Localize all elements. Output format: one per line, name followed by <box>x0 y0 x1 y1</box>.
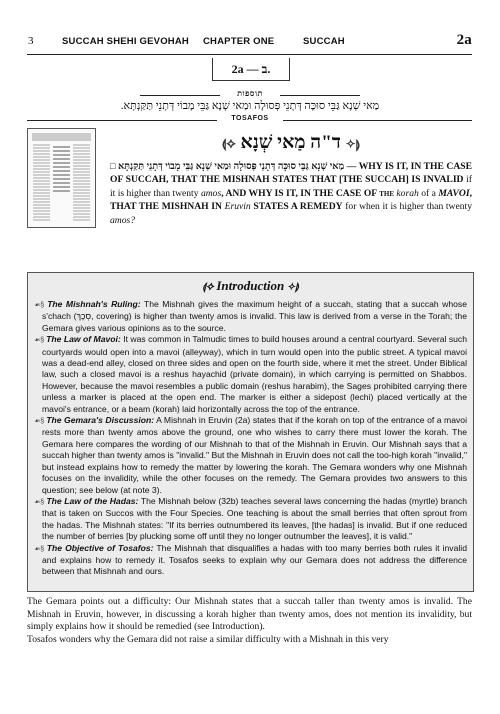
bullet-icon: ☙§ <box>34 418 47 426</box>
para-segment-2: if it is higher than twenty <box>110 174 472 199</box>
intro-section-text: A Mishnah in Eruvin (2a) states that if the korah on top of the entrance of a mavoi rests more than twenty amos above the ground, one who wishes to carry there must lower the korah. The Gemara here compares the wording of our Mishnah to that of the Mishnah in Eruvin. Our Mishnah says that a succah higher than twenty amos is "invalid." But the Mishnah in Eruvin does not call the too-high korah "invalid," but instead explains how to remedy the matter by lowering the korah. The Gemara wonders why one Mishnah focuses on the invalidity, while the other focuses on the remedy. The Gemara provides two answers to this question; see below (at note 3). <box>42 415 467 495</box>
introduction-heading <box>28 278 473 294</box>
daf-page-thumbnail <box>27 128 96 228</box>
daf-marker: 2a — ב. <box>212 58 290 81</box>
commentary-paragraph-1: The Gemara points out a difficulty: Our Mishnah states that a succah taller than twenty amos is invalid. The Mishnah in Eruvin, however, in discussing a korah higher than twenty amos, does not mention its invalidity, but simply explains how it should be remedied (see Introduction). <box>27 596 472 633</box>
introduction-body <box>34 299 467 578</box>
tosafos-label: TOSAFOS <box>231 115 269 122</box>
folio-label: 2a <box>456 32 472 48</box>
para-segment-5: , THAT THE MISHNAH IN <box>110 187 472 213</box>
intro-section-heading: The Objective of Tosafos: <box>46 542 154 553</box>
header-rule <box>27 54 472 55</box>
running-header <box>28 34 472 50</box>
intro-section-text: It was common in Talmudic times to build houses around a central courtyard. Several such courtyards would open into a mavoi (alleyway), which in turn would open into the public street. A typical mavoi was a dead-end alley, closed on three sides and open on the fourth side, where it met the street. Under Biblical law, such a closed mavoi is a reshus hayachid (private domain), in which carrying is permitted on Shabbos. However, because the mavoi resembles a public domain (reshus harabim), the Sages prohibited carrying there unless a marker is placed at the open end. The marker is either a sidepost (lechi) placed vertically at the mavoi's entrance, or a beam (korah) laid horizontally across the top of the entrance. <box>42 334 467 414</box>
para-segment-7: for when it is higher than twenty <box>342 201 473 213</box>
page-thumbnail-image <box>28 129 95 227</box>
intro-section-text: The Mishnah that disqualifies a hadas with too many berries both rules it invalid and explains how to remedy it. Tosafos seeks to explain why our Gemara does not address the difference between that Mishnah and ours. <box>42 542 467 577</box>
intro-section-heading: The Law of Mavoi: <box>46 334 121 345</box>
square-marker-icon: □ <box>110 161 116 171</box>
para-segment-2i: amos <box>200 187 222 199</box>
intro-section-heading: The Gemara's Discussion: <box>46 415 155 426</box>
bullet-icon: ☙§ <box>34 302 48 309</box>
intro-section-heading: The Mishnah's Ruling: <box>47 299 141 309</box>
para-segment-5i: Eruvin <box>224 201 251 213</box>
intro-section <box>34 496 467 543</box>
intro-section-heading: The Law of the Hadas: <box>46 495 139 506</box>
bottom-commentary <box>27 596 472 646</box>
right-ornament-icon: ✧⟭ <box>345 137 361 151</box>
introduction-title: Introduction <box>216 278 285 293</box>
tosafos-translation-paragraph <box>110 160 472 227</box>
intro-section <box>34 334 467 415</box>
dibur-hamaschil-heading <box>110 132 472 154</box>
divider-left-2 <box>27 120 217 121</box>
header-tractate: SUCCAH <box>303 36 345 47</box>
dibur-hamaschil-text: ד"ה מַאי שְׁנָא <box>240 132 341 153</box>
left-ornament-icon: ⟬✧ <box>221 137 236 151</box>
divider-right-2 <box>283 120 472 121</box>
header-tractate-title: SUCCAH SHEHI GEVOHAH <box>62 36 189 47</box>
intro-left-ornament-icon: ⟬✧ <box>202 282 217 293</box>
para-segment-7i: amos? <box>110 214 136 226</box>
intro-right-ornament-icon: ✧⟭ <box>284 282 299 293</box>
divider-right <box>280 95 360 96</box>
para-segment-4: of a <box>418 187 439 199</box>
bullet-icon: ☙§ <box>34 337 47 345</box>
para-segment-3: , AND WHY IS IT, IN THE CASE OF the <box>221 187 397 199</box>
page-number: 3 <box>28 35 34 47</box>
para-segment-3i: korah <box>396 187 419 199</box>
para-segment-6: STATES A REMEDY <box>250 201 343 213</box>
commentary-paragraph-2: Tosafos wonders why the Gemara did not raise a similar difficulty with a Mishnah in this very <box>27 633 389 645</box>
bullet-icon: ☙§ <box>34 545 47 553</box>
divider-left <box>140 95 220 96</box>
tosfos-hebrew-label: תוספות <box>237 89 263 98</box>
para-segment-1: — WHY IS IT, IN THE CASE OF SUCCAH, THAT THE MISHNAH STATES THAT [THE SUCCAH] IS INVALID <box>110 161 472 186</box>
intro-section <box>34 299 467 334</box>
bullet-icon: ☙§ <box>34 498 47 506</box>
intro-section <box>34 415 467 496</box>
introduction-box <box>27 272 474 592</box>
header-chapter: CHAPTER ONE <box>203 36 275 47</box>
intro-section-text: The Mishnah below (32b) teaches several laws concerning the hadas (myrtle) branch that is taken on Succos with the Four Species. One teaching is about the small berries that often sprout from the hadas. The Mishnah states: "If its berries outnumbered its leaves, [the hadas] is invalid. But if one reduced the number of berries [by plucking some off until they no longer outnumber the leaves], it is valid." <box>42 495 467 542</box>
hebrew-lead: מַאי שְׁנָא גַּבֵּי סוּכָּה דְּתָנֵי פְּסוּלָה וּמַאי שְׁנָא גַּבֵּי מָבוֹי דְּתָנֵי תַּקַּנְתָּא <box>118 161 345 172</box>
hebrew-source-text: מַאי שְׁנָא גַּבֵּי סוּכָּה דְּתָנֵי פְּסוּלָה וּמַאי שְׁנָא גַּבֵּי מָבוֹי דְּתָנֵי תַּקַּנְתָּא. <box>120 100 380 112</box>
para-segment-4b: MAVOI <box>438 187 470 199</box>
intro-section <box>34 543 467 578</box>
intro-section-text: The Mishnah gives the maximum height of a succah, stating that a succah whose s'chach (סְכָךְ, covering) is higher than twenty amos is invalid. This law is derived from a verse in the Torah; the Gemara gives various opinions as to the source. <box>42 299 467 333</box>
